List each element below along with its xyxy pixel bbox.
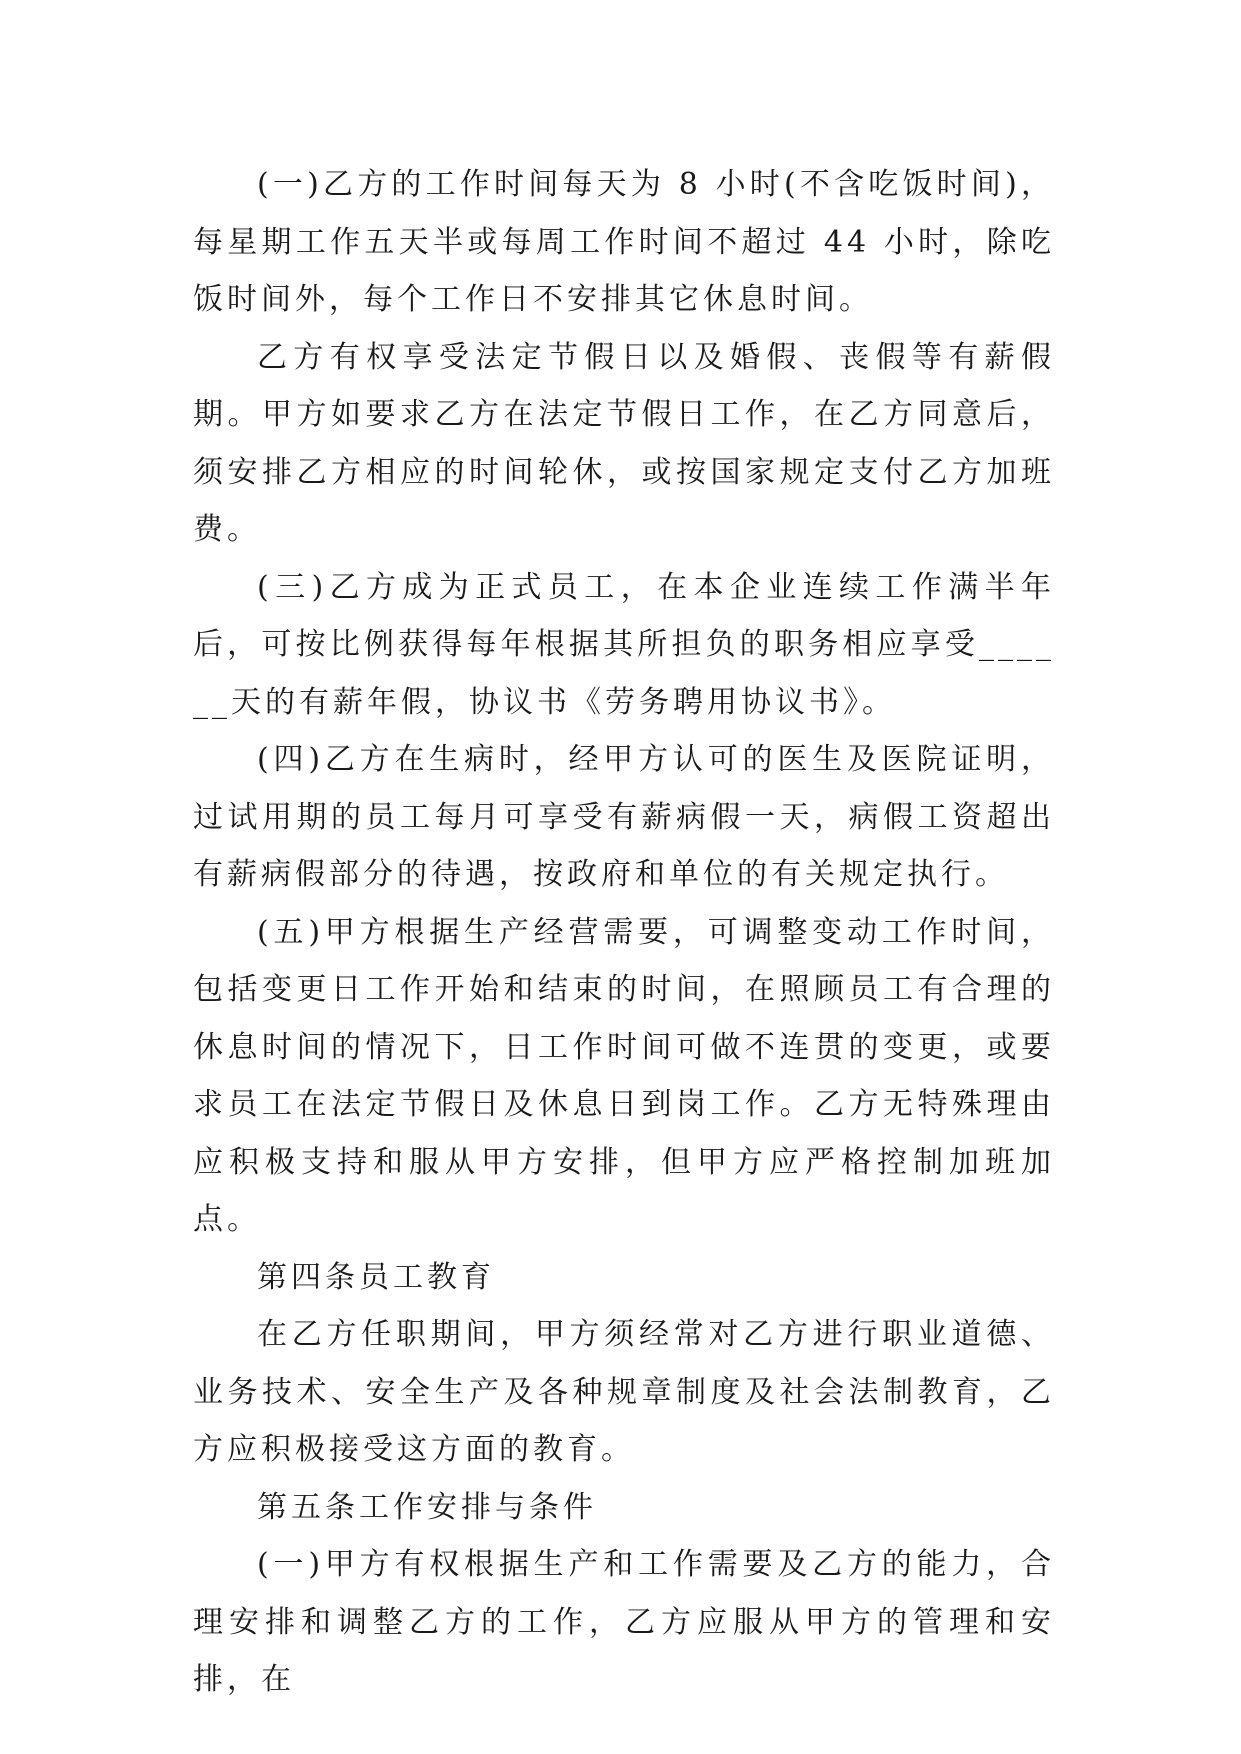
section-heading-employee-education: 第四条员工教育 [257, 1259, 495, 1295]
paragraph-employee-education: 在乙方任职期间，甲方须经常对乙方进行职业道德、业务技术、安全生产及各种规章制度及社会法制教育，乙方应积极接受这方面的教育。 [193, 1317, 1055, 1467]
paragraph-paid-holidays: 乙方有权享受法定节假日以及婚假、丧假等有薪假期。甲方如要求乙方在法定节假日工作，在乙方同意后，须安排乙方相应的时间轮休，或按国家规定支付乙方加班费。 [193, 339, 1055, 547]
section-heading-work-arrangement: 第五条工作安排与条件 [257, 1489, 597, 1525]
document-body [193, 156, 1055, 1709]
paragraph-work-arrangement: (一)甲方有权根据生产和工作需要及乙方的能力，合理安排和调整乙方的工作，乙方应服从甲方的管理和安排，在 [193, 1547, 1055, 1697]
paragraph-annual-leave: (三)乙方成为正式员工，在本企业连续工作满半年后，可按比例获得每年根据其所担负的职务相应享受______天的有薪年假，协议书《劳务聘用协议书》。 [193, 569, 1055, 720]
paragraph-schedule-adjustment: (五)甲方根据生产经营需要，可调整变动工作时间，包括变更日工作开始和结束的时间，在照顾员工有合理的休息时间的情况下，日工作时间可做不连贯的变更，或要求员工在法定节假日及休息日到岗工作。乙方无特殊理由应积极支持和服从甲方安排，但甲方应严格控制加班加点。 [193, 914, 1055, 1237]
paragraph-sick-leave: (四)乙方在生病时，经甲方认可的医生及医院证明，过试用期的员工每月可享受有薪病假一天，病假工资超出有薪病假部分的待遇，按政府和单位的有关规定执行。 [193, 742, 1055, 892]
paragraph-working-hours: (一)乙方的工作时间每天为 8 小时(不含吃饭时间)，每星期工作五天半或每周工作时间不超过 44 小时，除吃饭时间外，每个工作日不安排其它休息时间。 [193, 167, 1055, 317]
